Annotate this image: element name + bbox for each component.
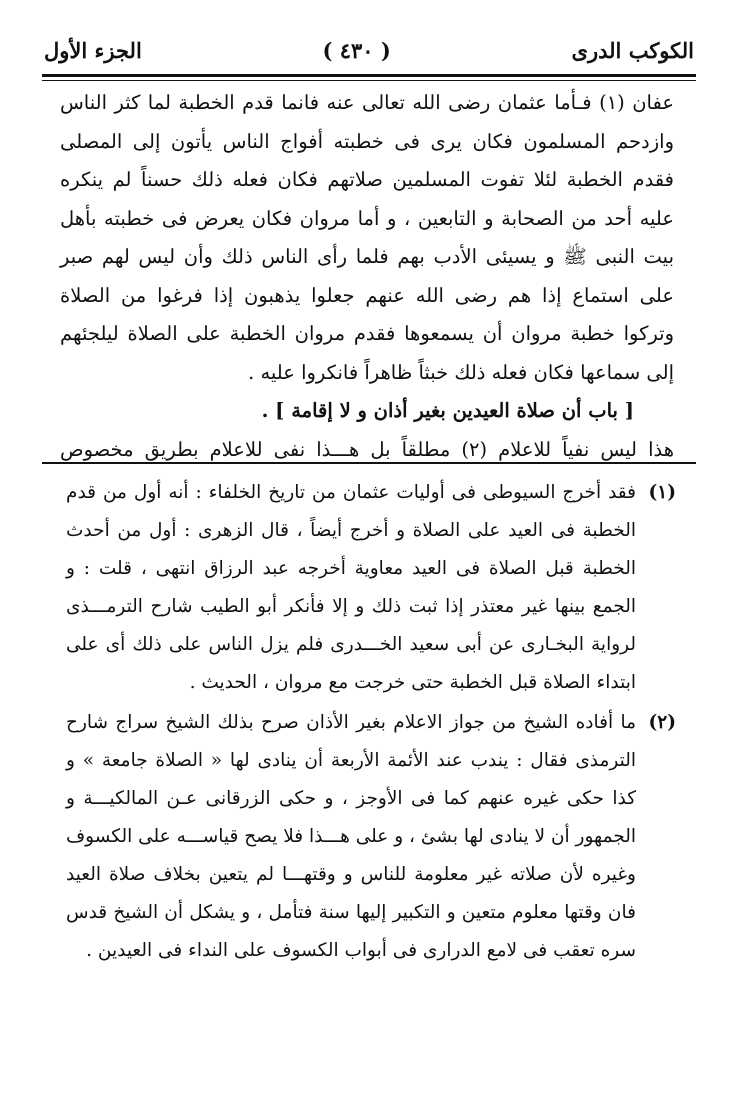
footnote-2 — [66, 704, 676, 970]
header-rule-thin — [42, 80, 696, 81]
main-text — [60, 84, 674, 469]
footnote-text: فقد أخرج السيوطى فى أوليات عثمان من تاريخ الخلفاء : أنه أول من قدم الخطبة فى العيد على الصلاة و أخرج أيضاً ، قال الزهرى : أول من أحدث الخطبة قبل الصلاة فى العيد معاوية أخرجه عبد الرزاق انتهى ، قلت : و الجمع بينها غير معتذر إذا ثبت ذلك و إلا فأنكر أبو الطيب شارح الترمـــذى لرواية البخـارى عن أبى سعيد الخـــدرى فلم يزل الناس على ذلك أى على ابتداء الصلاة قبل الخطبة حتى خرجت مع مروان ، الحديث . — [66, 482, 636, 693]
header-rule-thick — [42, 74, 696, 77]
footnote-1 — [66, 474, 676, 702]
book-title: الكوكب الدرى — [571, 37, 694, 63]
footnote-marker: (١) — [648, 482, 676, 503]
running-header — [44, 30, 694, 70]
body-paragraph-continued: هذا ليس نفياً للاعلام (٢) مطلقاً بل هـــذا نفى للاعلام بطريق مخصوص — [60, 437, 675, 461]
chapter-heading: [ باب أن صلاة العيدين بغير أذان و لا إقامة ] . — [261, 399, 634, 422]
footnotes — [66, 474, 676, 972]
page-number: ( ٤٣٠ ) — [322, 37, 391, 63]
footnote-separator — [42, 462, 696, 464]
volume-label: الجزء الأول — [44, 37, 142, 63]
footnote-text: ما أفاده الشيخ من جواز الاعلام بغير الأذان صرح بذلك الشيخ سراج شارح الترمذى فقال : يندب عند الأئمة الأربعة أن ينادى لها « الصلاة جامعة » و كذا حكى غيره عنهم كما فى الأوجز ، و حكى الزرقانى عـن المالكيـــة و الجمهور أن لا ينادى لها بشئ ، و على هـــذا فلا يصح قياســـه على الكسوف وغيره لأن صلاته غير معلومة للناس و وقتهـــا لم يتعين بخلاف صلاة العيد فان وقتها معلوم متعين و التكبير إليها سنة فتأمل ، و يشكل أن الشيخ قدس سره تعقب فى لامع الدرارى فى أبواب الكسوف على النداء فى العيدين . — [66, 712, 636, 961]
footnote-marker: (٢) — [648, 712, 676, 733]
body-paragraph: عفان (١) فـأما عثمان رضى الله تعالى عنه فانما قدم الخطبة لما كثر الناس وازدحم المسلمون فكان يرى فى خطبته أفواج الناس يأتون إلى المصلى فقدم الخطبة لئلا تفوت المسلمين صلاتهم فكان فعله ذلك حسناً لم ينكره عليه أحد من الصحابة و التابعين ، و أما مروان فكان يعرض فى خطبته بأهل بيت النبى ﷺ و يسيئى الأدب بهم فلما رأى الناس ذلك وأن ليس لهم صبر على استماع إذا هم رضى الله عنهم جعلوا يذهبون إذا فرغوا من الصلاة وتركوا خطبة مروان أن يسمعوها فقدم مروان الخطبة على الصلاة ليلجئهم إلى سماعها فكان فعله ذلك خبثاً ظاهراً فانكروا عليه . — [60, 91, 674, 384]
